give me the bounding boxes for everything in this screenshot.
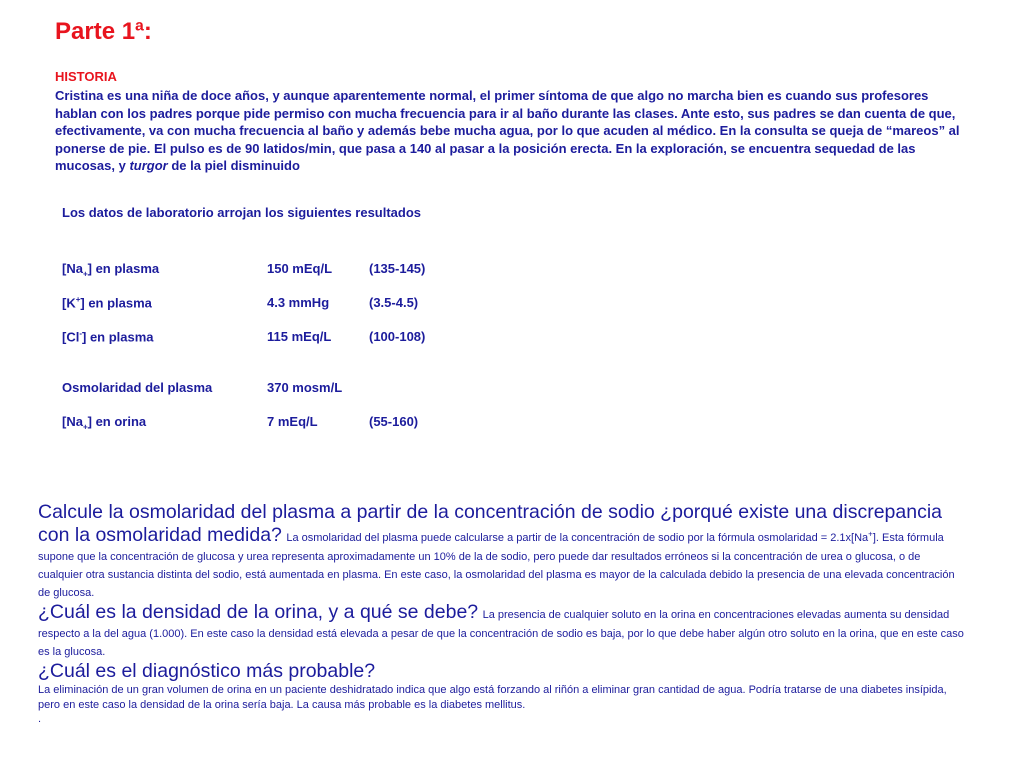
answer-2: La presencia de cualquier soluto en la orina en concentraciones elevadas aumenta su densidad respecto a la del agua (1.000). En este caso la densidad está elevada a pesar de que la concentración de sodio es baja, por lo que debe haber algún otro soluto en la orina, que en este caso es la glucosa. xyxy=(38,609,964,658)
trailing-dot: . xyxy=(38,713,42,725)
lab-value: 4.3 mmHg xyxy=(267,295,330,310)
lab-value: 115 mEq/L xyxy=(267,329,332,344)
lab-name-text: [Na xyxy=(62,414,83,429)
charge-mark: + xyxy=(868,529,873,539)
charge-mark: + xyxy=(82,422,88,432)
lab-value: 150 mEq/L xyxy=(267,261,333,276)
answer-1-text-end: ]. Esta fórmula supone que la concentración de glucosa y urea representa aproximadamente un 10% de la de sodio, pero puede dar resultados erróneos si la concentración de urea o glucosa, o de cualquier otra sustancia distinta del sodio, está aumentada en plasma. En este caso, la osmolaridad del plasma es mayor de la calculada debido la presencia de una elevada concentración de glucosa. xyxy=(38,532,955,599)
lab-value: 370 mosm/L xyxy=(267,380,343,395)
page-title: Parte 1ª: xyxy=(55,18,152,45)
lab-name xyxy=(62,261,159,279)
charge-mark: + xyxy=(82,269,88,279)
charge-mark: - xyxy=(79,329,83,338)
history-paragraph xyxy=(55,87,970,175)
history-text-end: de la piel disminuido xyxy=(167,158,300,174)
charge-mark: + xyxy=(75,295,81,304)
lab-intro: Los datos de laboratorio arrojan los siguientes resultados xyxy=(62,205,422,220)
qa-block-1 xyxy=(38,501,968,601)
qa-block-3 xyxy=(38,660,968,727)
lab-name-text: ] en plasma xyxy=(87,261,160,276)
section-label-historia: HISTORIA xyxy=(55,69,117,84)
lab-value: 7 mEq/L xyxy=(267,414,318,429)
lab-range: (3.5-4.5) xyxy=(369,295,419,310)
lab-name xyxy=(62,329,154,344)
answer-1-text: La osmolaridad del plasma puede calcularse a partir de la concentración de sodio por la fórmula osmolaridad = 2.1x[Na xyxy=(286,532,869,544)
history-italic-word: turgor xyxy=(129,158,168,174)
lab-range: (55-160) xyxy=(369,414,419,429)
lab-range: (135-145) xyxy=(369,261,426,276)
question-1: Calcule la osmolaridad del plasma a partir de la concentración de sodio ¿porqué existe una discrepancia con la osmolaridad medida? xyxy=(38,501,943,546)
qa-block-2 xyxy=(38,601,968,660)
lab-name: Osmolaridad del plasma xyxy=(62,380,213,395)
lab-name-text: ] en orina xyxy=(87,414,147,429)
lab-name-text: ] en plasma xyxy=(80,295,152,311)
lab-name-text: [Cl xyxy=(62,329,80,345)
lab-name-text: [Na xyxy=(62,261,83,276)
questions-answers xyxy=(38,501,968,727)
question-3: ¿Cuál es el diagnóstico más probable? xyxy=(38,660,376,682)
lab-name-text: [K xyxy=(62,295,76,311)
lab-name xyxy=(62,295,152,310)
history-text: Cristina es una niña de doce años, y aunque aparentemente normal, el primer síntoma de que algo no marcha bien es cuando sus profesores hablan con los padres porque pide permiso con mucha frecuencia para ir al baño durante las clases. Ante esto, sus padres se dan cuenta de que, efectivamente, va con mucha frecuencia al baño y además bebe mucha agua, por lo que acuden al médico. En la consulta se queja de “mareos” al ponerse de pie. El pulso es de 90 latidos/min, que pasa a 140 al pasar a la posición erecta. En la exploración, se encuentra sequedad de las mucosas, y xyxy=(55,88,960,174)
lab-name-text: ] en plasma xyxy=(82,329,154,345)
answer-3: La eliminación de un gran volumen de orina en un paciente deshidratado indica que algo está forzando al riñón a eliminar gran cantidad de agua. Podría tratarse de una diabetes insípida, pero en este caso la densidad de la orina sería baja. La causa más probable es la diabetes mellitus. xyxy=(38,684,947,711)
question-2: ¿Cuál es la densidad de la orina, y a qué se debe? xyxy=(38,601,479,623)
lab-range: (100-108) xyxy=(369,329,426,344)
lab-name xyxy=(62,414,146,432)
